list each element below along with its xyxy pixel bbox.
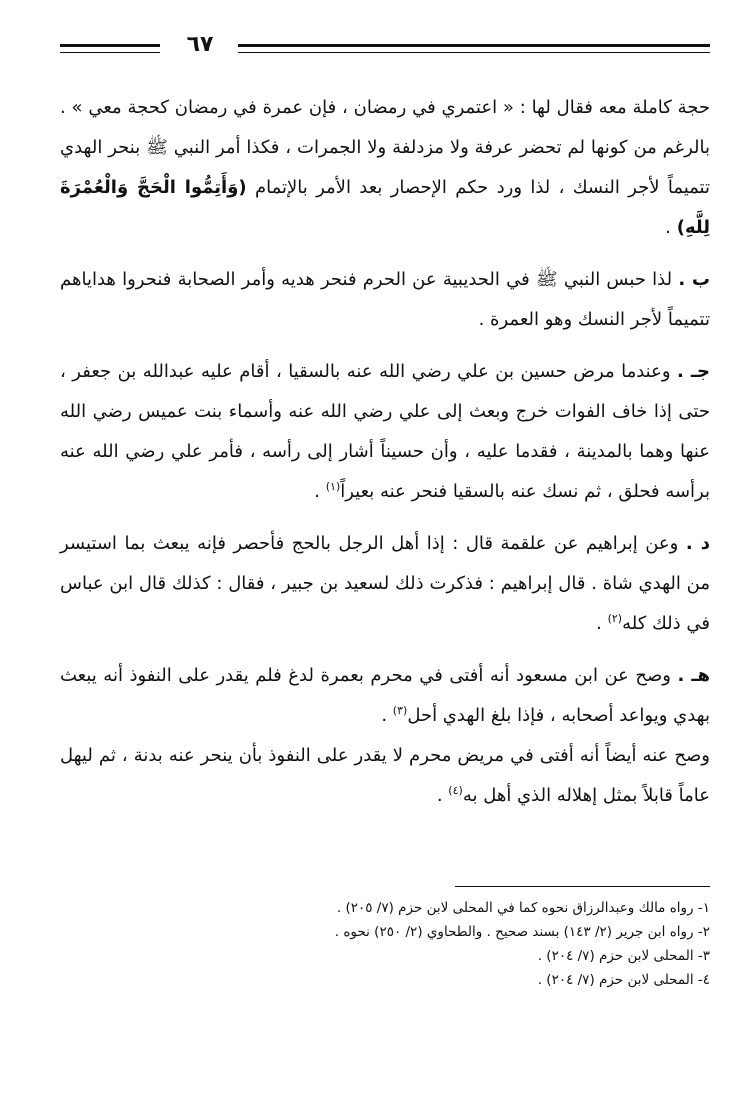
paragraph-label: ب . — [678, 269, 710, 290]
paragraph-label: جـ . — [677, 361, 711, 382]
paragraph-end: . — [314, 481, 326, 502]
footnote-ref: (٤) — [448, 784, 463, 797]
paragraph-text: وعندما مرض حسين بن علي رضي الله عنه بالسقيا ، أقام عليه عبدالله بن جعفر ، حتى إذا خاف الفوات خرج وبعث إلى علي رضي الله عنه وأسماء بنت عميس رضي الله عنها وهما بالمدينة ، فقدما عليه ، وأن حسيناً أشار إلى رأسه ، فأمر علي رضي الله عنه برأسه فحلق ، ثم نسك عنه بالسقيا فنحر عنه بعيراً — [60, 361, 710, 502]
page-number: ٦٧ — [186, 32, 214, 57]
paragraph-3 — [60, 352, 710, 512]
footnote-ref: (٣) — [392, 704, 408, 717]
page-header — [60, 32, 710, 57]
paragraph-text: وصح عن ابن مسعود أنه أفتى في محرم بعمرة لدغ فلم يقدر على النفوذ أنه يبعث بهدي ويواعد أصحابه ، فإذا بلغ الهدي أحل — [60, 665, 710, 726]
footnote: ١- رواه مالك وعبدالرزاق نحوه كما في المحلى لابن حزم (٧/ ٢٠٥) . — [336, 900, 710, 916]
paragraph-end: . — [436, 785, 449, 806]
footnote-ref: (٢) — [607, 612, 623, 625]
paragraph-text: لذا حبس النبي ﷺ في الحديبية عن الحرم فنحر هديه وأمر الصحابة فنحروا هداياهم تتميماً لأجر النسك وهو العمرة . — [60, 269, 710, 330]
footnote: ٣- المحلى لابن حزم (٧/ ٢٠٤) . — [537, 948, 710, 964]
footnote: ٢- رواه ابن جرير (٢/ ١٤٣) بسند صحيح . والطحاوي (٢/ ٢٥٠) نحوه . — [334, 924, 710, 940]
paragraph-end: . — [596, 613, 608, 634]
paragraph-label: د . — [685, 533, 710, 554]
paragraph-text: وصح عنه أيضاً أنه أفتى في مريض محرم لا يقدر على النفوذ بأن ينحر عنه بدنة ، ثم ليهل عاماً قابلاً بمثل إهلاله الذي أهل به — [60, 745, 710, 806]
header-rule-right — [238, 44, 710, 53]
paragraph-1 — [60, 88, 710, 248]
footnote-ref: (١) — [325, 480, 341, 493]
paragraph-text: وعن إبراهيم عن علقمة قال : إذا أهل الرجل بالحج فأحصر فإنه يبعث بما استيسر من الهدي شاة . قال إبراهيم : فذكرت ذلك لسعيد بن جبير ، فقال : كذلك قال ابن عباس في ذلك كله — [60, 533, 710, 634]
header-rule-left — [60, 44, 160, 53]
footnote-separator — [455, 886, 710, 887]
footnote: ٤- المحلى لابن حزم (٧/ ٢٠٤) . — [537, 972, 710, 988]
paragraph-end: . — [381, 705, 393, 726]
footnotes — [60, 896, 710, 992]
body-text — [60, 88, 710, 816]
paragraph-5 — [60, 656, 710, 736]
paragraph-text: حجة كاملة معه فقال لها : « اعتمري في رمضان ، فإن عمرة في رمضان كحجة معي » . بالرغم من كونها لم تحضر عرفة ولا مزدلفة ولا الجمرات ، فكذا أمر النبي ﷺ بنحر الهدي تتميماً لأجر النسك ، لذا ورد حكم الإحصار بعد الأمر بالإتمام — [60, 97, 711, 198]
quran-verse: (وَأَتِمُّوا الْحَجَّ وَالْعُمْرَةَ لِلَّهِ) — [60, 177, 710, 238]
paragraph-end: . — [665, 217, 677, 238]
paragraph-6 — [60, 736, 710, 816]
paragraph-label: هـ . — [677, 665, 710, 686]
paragraph-2 — [60, 260, 710, 340]
paragraph-4 — [60, 524, 710, 644]
